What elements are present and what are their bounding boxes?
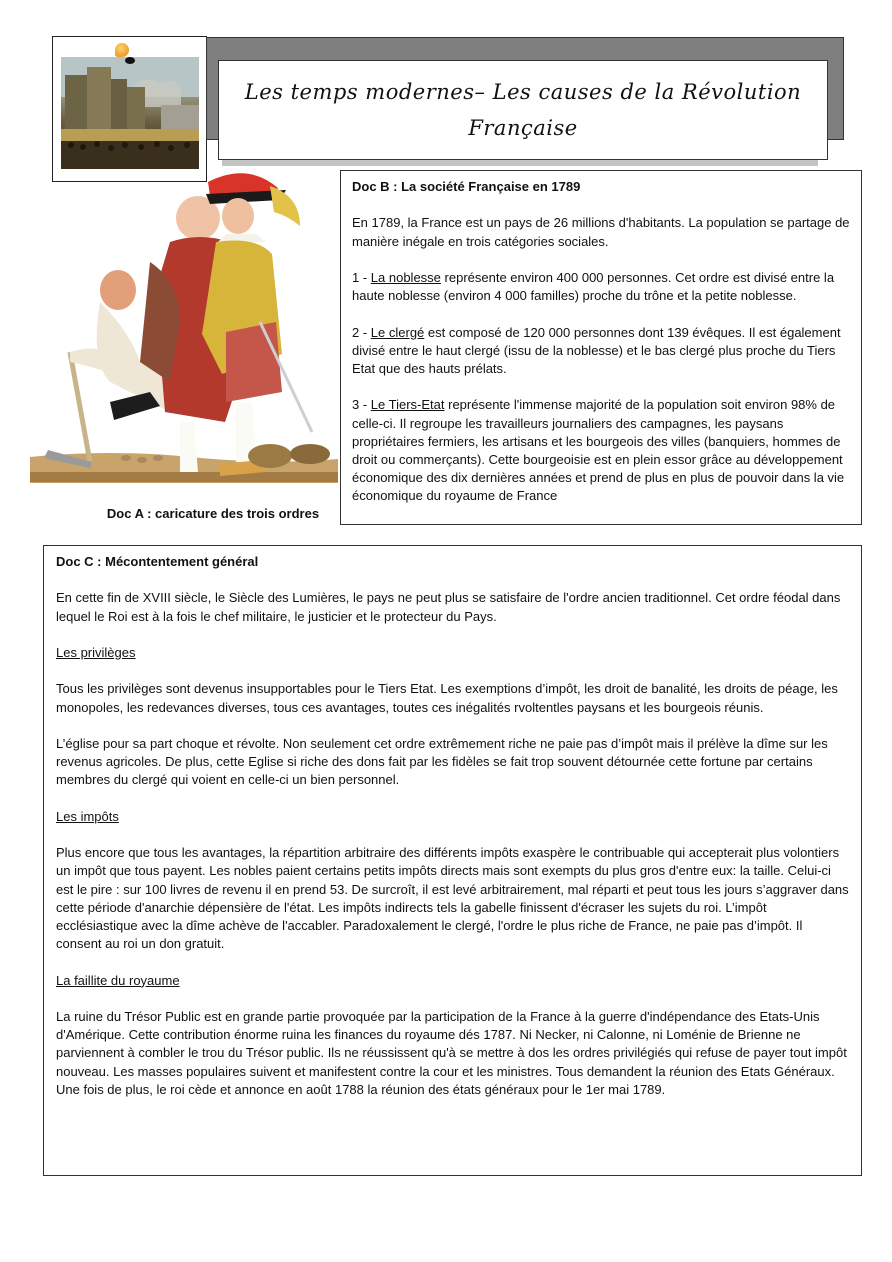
doc-c-paragraph: Plus encore que tous les avantages, la répartition arbitraire des différents impôts exaspère le contribuable qui accepterait plus volontiers un impôt que tous payent. Les nobles paient certains petits impôts directs mais sont exempts du plus gros d'entre eux: la taille. Celui-ci est le pire : sur 100 livres de revenu il en prend 53. De surcroît, il est levé arbitrairement, mal réparti et peut tous les jours s’aggraver dans cette période d'anarchie dépensière de l'état. Les impôts indirects tels la gabelle finissent d'écraser les sujets du roi. L’impôt ecclésiastique avec la dîme achève de l'accabler. Paradoxalement le clergé, l'ordre le plus riche de France, ne paie pas d’impôt. Il consent au roi un don gratuit. [56,845,849,952]
pushpin-icon [115,43,129,57]
doc-b-intro: En 1789, la France est un pays de 26 millions d'habitants. La population se partage de manière inégale en trois catégories sociales. [352,215,850,249]
doc-b-item-term: Le clergé [370,324,425,340]
doc-c-box [43,545,862,1176]
doc-c-paragraph: Tous les privilèges sont devenus insupportables pour le Tiers Etat. Les exemptions d’impôt, les droit de banalité, les droits de péage, les monopoles, les redevances diverses, tous ces avantages, toutes ces inégalités rvoltentles paysans et les bourgeois réunis. [56,681,838,715]
doc-b-item-text: représente environ 400 000 personnes. Cet ordre est divisé entre la haute noblesse (environ 4 000 familles) proche du trône et la petite noblesse. [352,269,835,304]
doc-b-item-text: représente l'immense majorité de la population soit environ 98% de celle-ci. Il regroupe les travailleurs journaliers des campagnes, les paysans propriétaires fermiers, les artisans et les bourgeois des villes (banquiers, hommes de droit ou commerçants). Cette bourgeoisie est en plein essor grâce au développement économique des dix dernières années et prend de plus en plus de pouvoir dans la vie économique du royaume de France [352,397,845,504]
header-picture-frame [52,36,207,182]
pushpin-tip-icon [125,57,135,64]
doc-b-title: Doc B : La société Française en 1789 [352,179,581,194]
doc-b-item-prefix: 2 - [352,324,371,340]
bastille-painting-image [61,57,199,169]
doc-b-item-tiers-etat [352,396,851,505]
doc-b-item-text: est composé de 120 000 personnes dont 139 évêques. Il est également divisé entre le haut clergé (issu de la noblesse) et le bas clergé plus proche du Tiers Etat que des hauts prélats. [352,324,841,376]
doc-b-item-term: Le Tiers-Etat [370,397,445,413]
doc-a-caption: Doc A : caricature des trois ordres [106,506,320,521]
doc-c-heading-impots: Les impôts [56,808,119,824]
bastille-illustration [61,57,199,169]
doc-c-heading-privileges: Les privilèges [56,644,136,660]
page-title-line-1: Les temps modernes– Les causes de la Révolution [244,80,802,104]
doc-b-item-term: La noblesse [370,269,441,285]
doc-c-heading-faillite: La faillite du royaume [56,972,180,988]
doc-c-intro: En cette fin de XVIII siècle, le Siècle des Lumières, le pays ne peut plus se satisfaire de l'ordre ancien traditionnel. Cet ordre féodal dans lequel le Roi est à la fois le chef militaire, le justicier et le protecteur du Pays. [56,590,841,624]
three-orders-caricature-illustration [30,172,338,498]
doc-b-item-prefix: 1 - [352,269,371,285]
doc-b-box [340,170,862,525]
doc-b-item-prefix: 3 - [352,397,371,413]
doc-c-title: Doc C : Mécontentement général [56,554,259,569]
doc-b-item-clerge [352,324,851,379]
doc-c-paragraph: La ruine du Trésor Public est en grande partie provoquée par la participation de la France à la guerre d'indépendance des Etats-Unis d'Amérique. Cette contribution énorme ruina les finances du royaume dés 1787. Ni Necker, ni Calonne, ni Loménie de Brienne ne parviennent à combler le trou du Trésor public. Ils ne réussissent qu'à se mettre à dos les ordres privilégiés qui refuse de payer tout impôt nouveau. Les masses populaires suivent et manifestent contre la cour et les ministres. Tous demandent la réunion des Etats Généraux. Une fois de plus, le roi cède et annonce en août 1788 la réunion des états généraux pour le 1er mai 1789. [56,1008,847,1097]
page-title-line-2: Française [468,116,578,140]
page-title-box [218,60,828,160]
doc-b-item-noblesse [352,269,851,305]
doc-a-caricature-image [30,172,338,498]
doc-c-paragraph: L’église pour sa part choque et révolte. Non seulement cet ordre extrêmement riche ne paie pas d’impôt mais il prélève la dîme sur les revenus agricoles. De plus, cette Eglise si riche des dons fait par les fidèles se fait trop souvent détournée cette fortune par certains membres du clergé qui voient en celle-ci un bien personnel. [56,735,828,788]
